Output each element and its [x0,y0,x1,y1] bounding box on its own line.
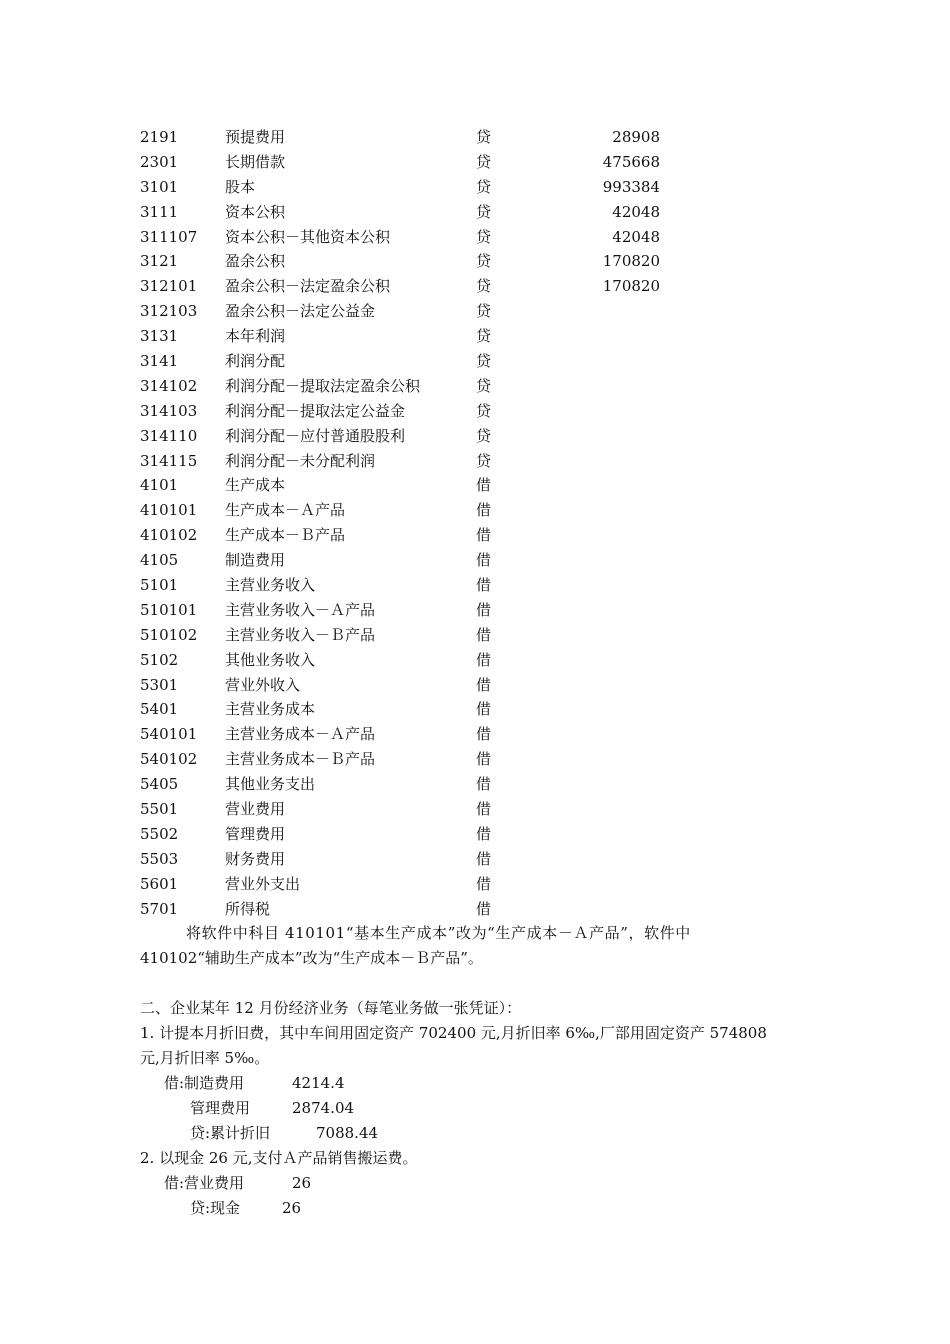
account-name: 生产成本－Ａ产品 [225,501,346,520]
account-code: 5701 [140,899,179,918]
account-name: 所得税 [225,899,271,918]
account-code: 410101 [140,501,198,520]
account-code: 5502 [140,824,179,843]
journal-entry-credit [190,1121,270,1145]
account-row [140,473,680,498]
account-code: 540102 [140,750,198,769]
account-row [140,225,680,250]
account-code: 5405 [140,775,179,794]
account-direction: 贷 [476,277,492,296]
account-code: 540101 [140,725,198,744]
account-row [140,324,680,349]
account-row [140,573,680,598]
account-row [140,697,680,722]
account-name: 资本公积 [225,202,286,221]
account-name: 主营业务收入－Ｂ产品 [225,625,376,644]
account-row [140,797,680,822]
account-row [140,150,680,175]
account-name: 利润分配－未分配利润 [225,451,376,470]
account-direction: 贷 [476,177,492,196]
account-direction: 借 [476,700,492,719]
account-row [140,498,680,523]
account-name: 利润分配－应付普通股股利 [225,426,406,445]
account-row [140,449,680,474]
account-direction: 贷 [476,152,492,171]
account-name: 盈余公积－法定盈余公积 [225,277,391,296]
account-name: 利润分配－提取法定公益金 [225,401,406,420]
account-row [140,822,680,847]
account-code: 314103 [140,401,198,420]
account-code: 5102 [140,650,179,669]
account-direction: 贷 [476,302,492,321]
account-row [140,747,680,772]
account-name: 生产成本－Ｂ产品 [225,526,346,545]
entry-amount: 2874.04 [292,1099,355,1117]
entry-label: 贷:现金 [190,1199,241,1217]
account-direction: 贷 [476,352,492,371]
account-row [140,349,680,374]
account-code: 2191 [140,128,179,146]
account-row [140,648,680,673]
account-row [140,249,680,274]
account-code: 5401 [140,700,179,719]
account-row [140,175,680,200]
account-name: 其他业务收入 [225,650,316,669]
account-code: 5301 [140,675,179,694]
account-code: 314102 [140,376,198,395]
account-balance: 42048 [612,227,660,246]
journal-entry-debit [190,1096,250,1120]
account-row [140,897,680,922]
account-direction: 借 [476,750,492,769]
account-name: 主营业务成本 [225,700,316,719]
item-1-line-1: 1. 计提本月折旧费，其中车间用固定资产 702400 元,月折旧率 6‰,厂部用固定资产 574808 [140,1024,767,1042]
account-direction: 借 [476,476,492,495]
journal-entry-credit [190,1196,240,1220]
account-balance: 993384 [602,177,660,196]
account-code: 312101 [140,277,198,296]
account-code: 410102 [140,526,198,545]
account-direction: 贷 [476,252,492,271]
entry-amount: 4214.4 [292,1074,345,1092]
account-code: 3101 [140,177,179,196]
account-code: 5101 [140,576,179,595]
account-name: 利润分配 [225,352,286,371]
account-name: 管理费用 [225,824,286,843]
account-name: 资本公积－其他资本公积 [225,227,391,246]
account-code: 312103 [140,302,198,321]
entry-label: 贷:累计折旧 [190,1124,271,1142]
account-direction: 贷 [476,401,492,420]
account-direction: 借 [476,899,492,918]
account-direction: 借 [476,725,492,744]
entry-label: 借:制造费用 [164,1074,245,1092]
account-row [140,374,680,399]
account-table [140,125,680,922]
account-direction: 贷 [476,451,492,470]
account-code: 3111 [140,202,179,221]
account-code: 510101 [140,600,198,619]
account-direction: 贷 [476,128,492,146]
account-name: 财务费用 [225,849,286,868]
account-balance: 170820 [602,277,660,296]
account-code: 510102 [140,625,198,644]
account-name: 长期借款 [225,152,286,171]
account-code: 3141 [140,352,179,371]
account-name: 营业费用 [225,800,286,819]
account-code: 311107 [140,227,198,246]
account-row [140,722,680,747]
account-name: 本年利润 [225,327,286,346]
account-direction: 借 [476,849,492,868]
account-row [140,274,680,299]
account-direction: 贷 [476,227,492,246]
account-balance: 475668 [602,152,660,171]
account-row [140,772,680,797]
account-row [140,623,680,648]
account-direction: 借 [476,526,492,545]
account-direction: 借 [476,824,492,843]
account-name: 生产成本 [225,476,286,495]
note-line-1: 将软件中科目 410101“基本生产成本”改为“生产成本－Ａ产品”，软件中 [186,924,691,942]
account-balance: 28908 [612,128,660,146]
account-direction: 借 [476,874,492,893]
entry-label: 借:营业费用 [164,1174,245,1192]
account-row [140,399,680,424]
account-row [140,523,680,548]
account-direction: 借 [476,675,492,694]
account-row [140,125,680,150]
account-code: 5501 [140,800,179,819]
account-direction: 借 [476,576,492,595]
account-direction: 贷 [476,327,492,346]
account-direction: 借 [476,551,492,570]
account-name: 主营业务收入－Ａ产品 [225,600,376,619]
account-direction: 借 [476,775,492,794]
entry-amount: 26 [282,1199,302,1217]
account-code: 4101 [140,476,179,495]
account-balance: 170820 [602,252,660,271]
account-direction: 借 [476,501,492,520]
account-code: 314115 [140,451,198,470]
account-name: 盈余公积 [225,252,286,271]
entry-amount: 7088.44 [316,1124,379,1142]
account-name: 利润分配－提取法定盈余公积 [225,376,421,395]
account-direction: 贷 [476,376,492,395]
account-code: 5503 [140,849,179,868]
account-row [140,299,680,324]
account-row [140,673,680,698]
account-name: 主营业务成本－Ｂ产品 [225,750,376,769]
account-code: 5601 [140,874,179,893]
account-row [140,598,680,623]
account-direction: 借 [476,600,492,619]
account-name: 盈余公积－法定公益金 [225,302,376,321]
entry-amount: 26 [292,1174,312,1192]
journal-entry-debit [164,1171,244,1195]
account-direction: 贷 [476,202,492,221]
account-row [140,548,680,573]
account-direction: 借 [476,800,492,819]
account-direction: 贷 [476,426,492,445]
account-name: 预提费用 [225,128,286,146]
section-title: 二、企业某年 12 月份经济业务（每笔业务做一张凭证）： [140,999,522,1017]
account-name: 制造费用 [225,551,286,570]
account-code: 4105 [140,551,179,570]
account-name: 主营业务成本－Ａ产品 [225,725,376,744]
account-row [140,847,680,872]
account-row [140,424,680,449]
account-name: 营业外收入 [225,675,301,694]
account-code: 2301 [140,152,179,171]
note-line-2: 410102“辅助生产成本”改为“生产成本－Ｂ产品”。 [140,949,483,967]
account-name: 其他业务支出 [225,775,316,794]
account-name: 股本 [225,177,256,196]
account-code: 3131 [140,327,179,346]
account-row [140,872,680,897]
journal-entry-debit [164,1071,244,1095]
account-direction: 借 [476,625,492,644]
entry-label: 管理费用 [190,1099,251,1117]
account-name: 主营业务收入 [225,576,316,595]
item-1-line-2: 元,月折旧率 5‰。 [140,1049,270,1067]
account-direction: 借 [476,650,492,669]
account-name: 营业外支出 [225,874,301,893]
account-code: 3121 [140,252,179,271]
account-code: 314110 [140,426,198,445]
account-balance: 42048 [612,202,660,221]
item-2-line-1: 2. 以现金 26 元,支付Ａ产品销售搬运费。 [140,1149,418,1167]
account-row [140,200,680,225]
